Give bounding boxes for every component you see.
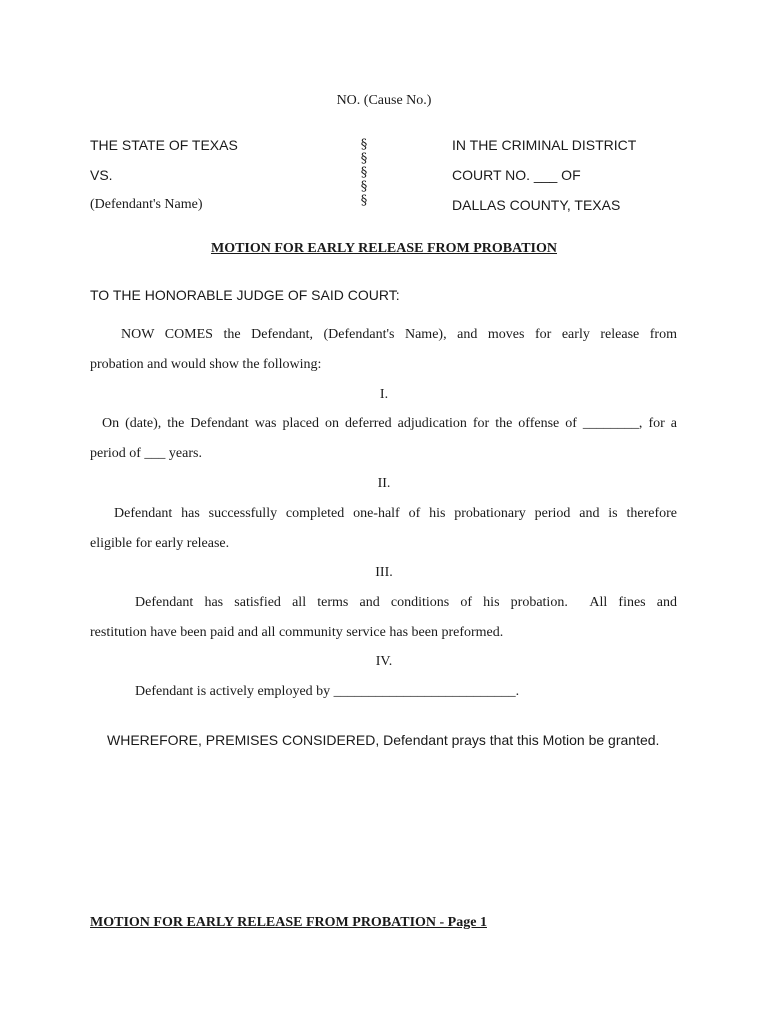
section-symbol: §	[360, 151, 368, 166]
wherefore-text: WHEREFORE, PREMISES CONSIDERED, Defendant prays that this Motion be granted.	[107, 732, 660, 748]
caption-court-line1: IN THE CRIMINAL DISTRICT	[452, 137, 637, 153]
section-numeral-3: III.	[375, 565, 393, 580]
section-2-line-2: eligible for early release.	[90, 536, 230, 551]
salutation: TO THE HONORABLE JUDGE OF SAID COURT:	[90, 287, 400, 303]
section-3-line-2: restitution have been paid and all community service has been preformed.	[90, 625, 504, 640]
section-symbol: §	[360, 165, 368, 180]
caption-vs: VS.	[90, 167, 113, 183]
section-1-line-1: On (date), the Defendant was placed on deferred adjudication for the offense of ________, for a	[102, 416, 677, 431]
section-2-line-1: Defendant has successfully completed one-half of his probationary period and is therefore	[114, 506, 677, 521]
section-3-line-1: Defendant has satisfied all terms and conditions of his probation. All fines and	[135, 595, 677, 610]
section-symbol: §	[360, 193, 368, 208]
caption-court-line3: DALLAS COUNTY, TEXAS	[452, 197, 621, 213]
section-numeral-4: IV.	[375, 654, 393, 669]
document-title: MOTION FOR EARLY RELEASE FROM PROBATION	[210, 241, 557, 256]
section-symbol: §	[360, 179, 368, 194]
caption-court-line2: COURT NO. ___ OF	[452, 167, 581, 183]
section-numeral-2: II.	[377, 476, 391, 491]
wherefore-clause	[107, 731, 659, 751]
section-symbol-column	[357, 138, 371, 208]
caption-defendant-name: (Defendant's Name)	[90, 197, 203, 212]
intro-line-1: NOW COMES the Defendant, (Defendant's Name), and moves for early release from	[121, 327, 677, 342]
page-footer: MOTION FOR EARLY RELEASE FROM PROBATION - Page 1	[90, 915, 487, 930]
caption-state: THE STATE OF TEXAS	[90, 137, 238, 153]
section-symbol: §	[360, 137, 368, 152]
section-4-line-1: Defendant is actively employed by __________________________.	[135, 684, 520, 699]
section-1-line-2: period of ___ years.	[90, 446, 202, 461]
intro-line-2: probation and would show the following:	[90, 357, 322, 372]
section-numeral-1: I.	[379, 387, 389, 402]
cause-number: NO. (Cause No.)	[336, 93, 432, 108]
